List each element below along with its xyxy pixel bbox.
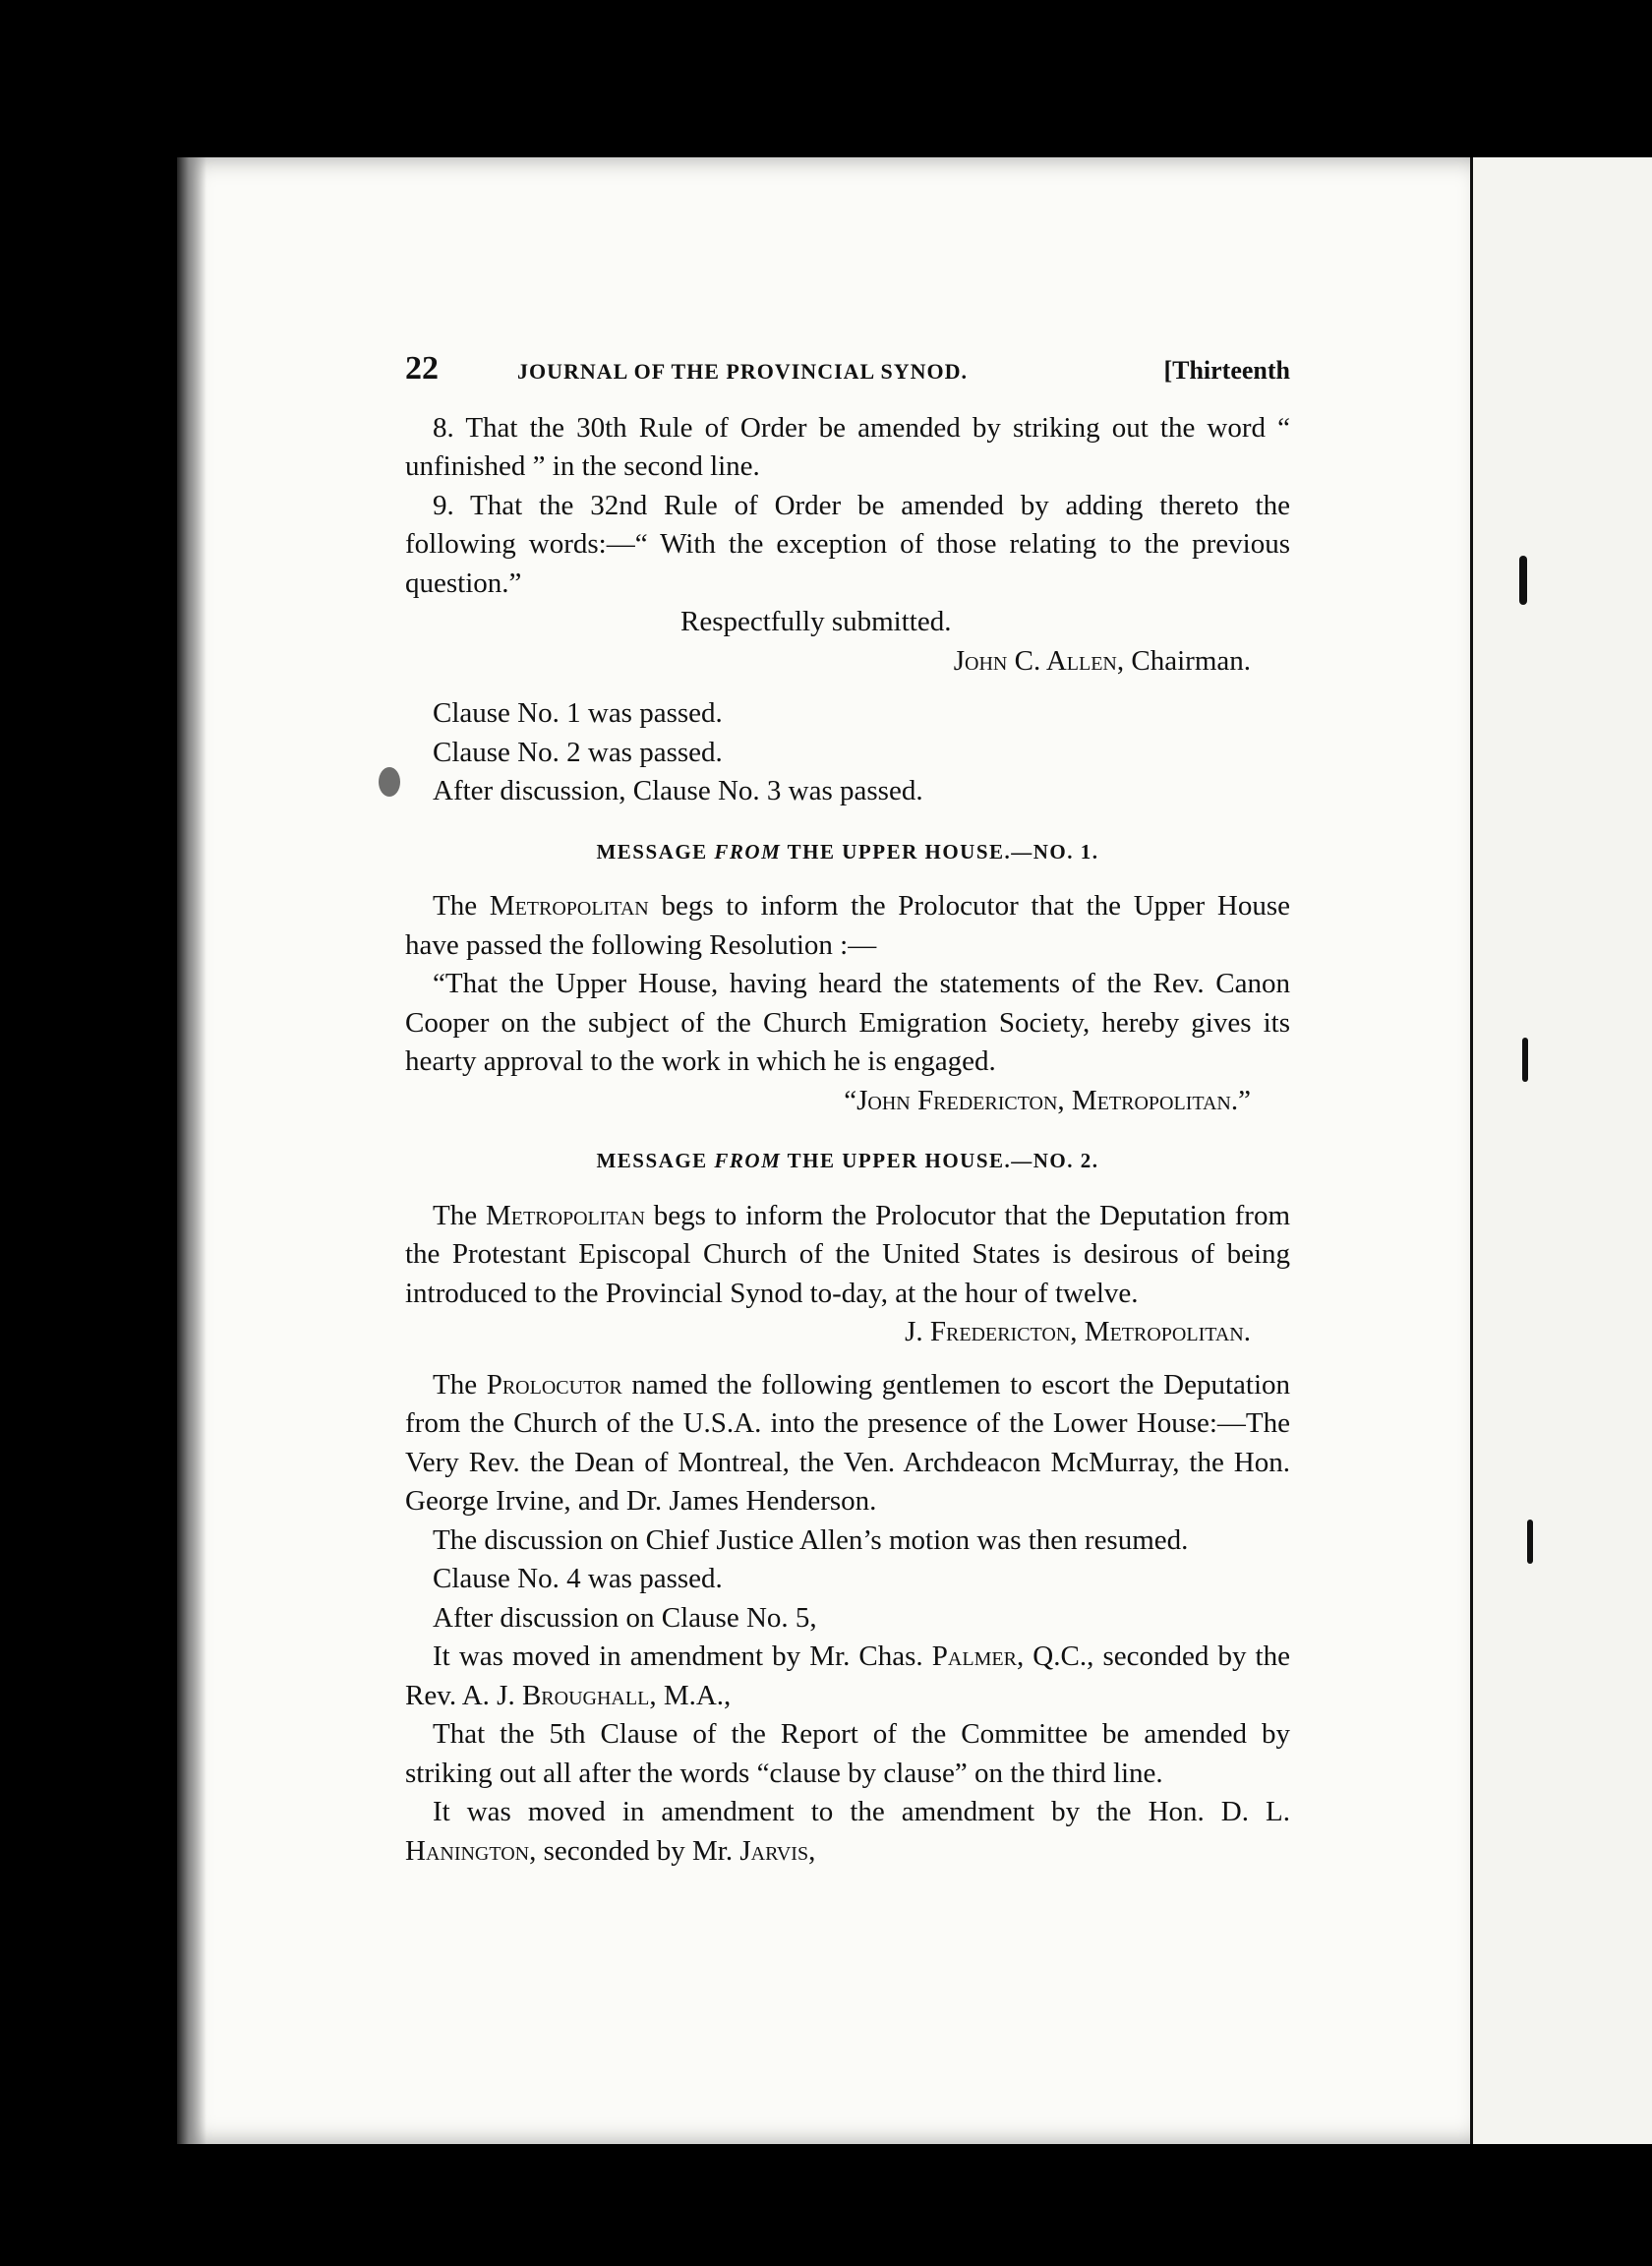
amendment-2: It was moved in amendment to the amendment by the Hon. D. L. Hanington, seconded by Mr. Jarvis, <box>405 1796 1290 1867</box>
item-9: 9. That the 32nd Rule of Order be amended by adding thereto the following words:—“ With the exception of those relating to the previous question.” <box>405 489 1290 599</box>
respectfully-submitted: Respectfully submitted. <box>680 606 952 637</box>
page-number: 22 <box>405 350 439 387</box>
discussion-resumed: The discussion on Chief Justice Allen’s motion was then resumed. <box>433 1523 1189 1556</box>
clause-4: Clause No. 4 was passed. <box>433 1563 723 1594</box>
scan-speck <box>1527 1520 1533 1564</box>
message-2-heading: MESSAGE FROM THE UPPER HOUSE.—NO. 2. <box>596 1149 1099 1172</box>
message-2-paragraph: The Metropolitan begs to inform the Prolocutor that the Deputation from the Protestant Episcopal Church of the United States is desirous of being introduced to the Provincial Synod to-day, at the hour of twelve. <box>405 1199 1291 1309</box>
scan-speck <box>1519 556 1527 605</box>
scan-speck <box>379 767 400 797</box>
clause-3: After discussion, Clause No. 3 was passed. <box>433 775 923 806</box>
page-binding-shadow <box>177 157 206 2144</box>
clause-5-discussion: After discussion on Clause No. 5, <box>433 1601 817 1634</box>
message-1-heading: MESSAGE FROM THE UPPER HOUSE.—NO. 1. <box>596 839 1099 864</box>
running-title: JOURNAL OF THE PROVINCIAL SYNOD. <box>517 359 969 384</box>
clause-2: Clause No. 2 was passed. <box>433 736 723 768</box>
clause-1: Clause No. 1 was passed. <box>433 697 723 729</box>
signature-chairman <box>405 642 1290 682</box>
message-1-paragraph: The Metropolitan begs to inform the Prolocutor that the Upper House have passed the following Resolution :— <box>405 890 1291 961</box>
clause-5-amendment-text: That the 5th Clause of the Report of the Committee be amended by striking out all after the words “clause by clause” on the third line. <box>405 1718 1290 1789</box>
item-8: 8. That the 30th Rule of Order be amended by striking out the word “ unfinished ” in the second line. <box>405 411 1290 482</box>
page-text <box>405 349 1290 1871</box>
running-header-right: [Thirteenth <box>1163 356 1290 385</box>
message-2-signature: J. Fredericton, Metropolitan. <box>905 1316 1251 1347</box>
adjacent-page-strip <box>1473 157 1652 2144</box>
amendment-1: It was moved in amendment by Mr. Chas. Palmer, Q.C., seconded by the Rev. A. J. Broughall, M.A., <box>405 1640 1290 1711</box>
signature-name: John C. Allen <box>953 644 1117 677</box>
prolocutor-paragraph: The Prolocutor named the following gentlemen to escort the Deputation from the Church of the U.S.A. into the presence of the Lower House:—The Very Rev. the Dean of Montreal, the Ven. Archdeacon McMurray, the Hon. George Irvine, and Dr. James Henderson. <box>405 1368 1291 1517</box>
message-1-resolution: “That the Upper House, having heard the statements of the Rev. Canon Cooper on the subject of the Church Emigration Society, hereby gives its hearty approval to the work in which he is engaged. <box>405 968 1290 1077</box>
signature-role: , Chairman. <box>1116 644 1251 677</box>
running-header <box>405 349 1290 391</box>
message-1-signature: “John Fredericton, Metropolitan.” <box>844 1084 1251 1116</box>
scan-speck <box>1522 1038 1528 1082</box>
